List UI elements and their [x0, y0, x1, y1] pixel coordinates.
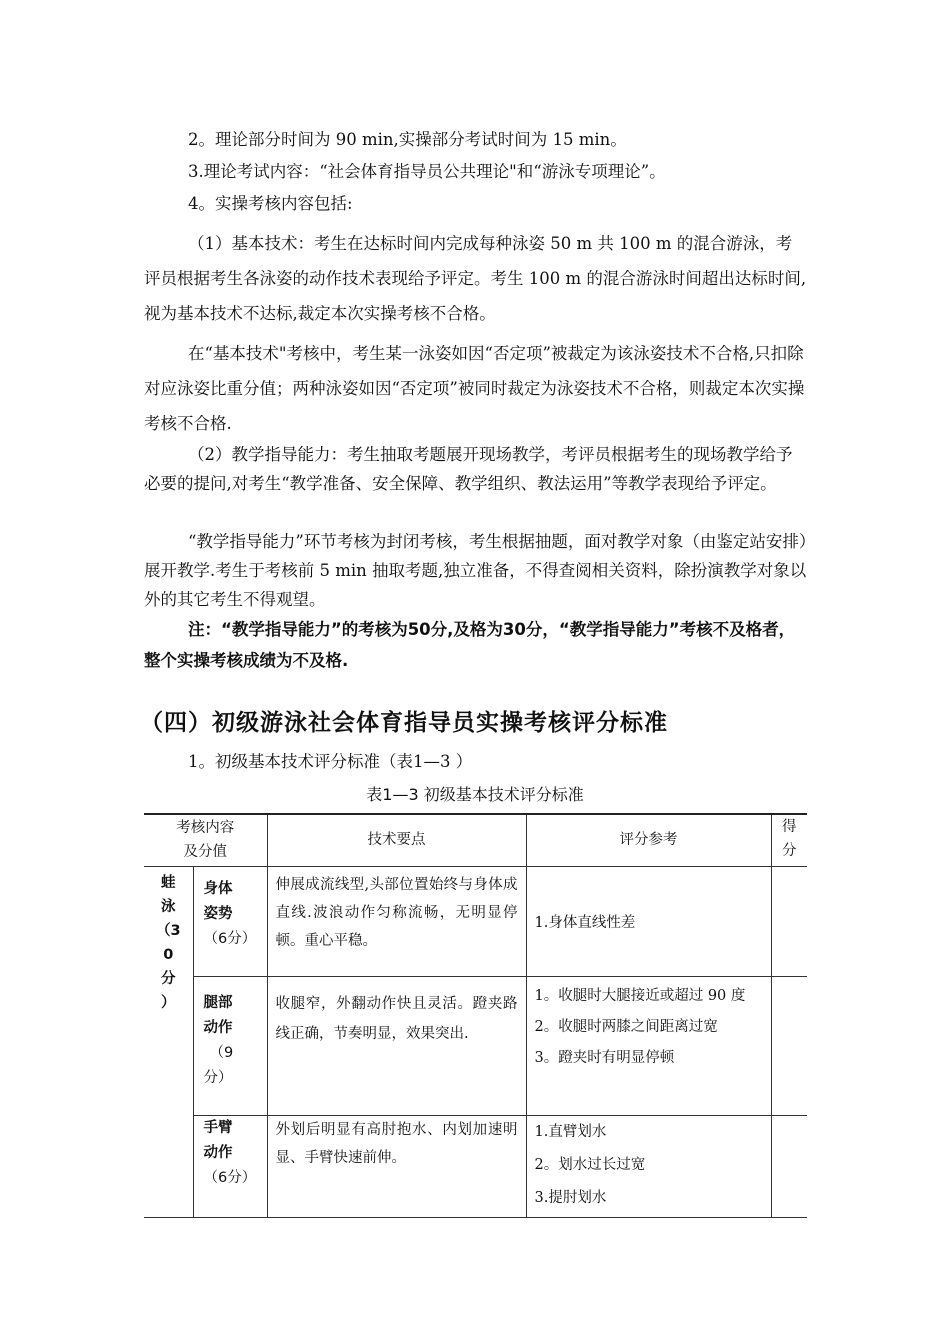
scoring-table: [144, 813, 807, 1218]
header-content-line1: 考核内容: [176, 820, 235, 837]
header-reference: 评分参考: [526, 814, 771, 866]
item-name-line1: 身体: [203, 880, 233, 897]
item-arm-action: [193, 1115, 267, 1217]
reference-arm-action: [526, 1115, 771, 1217]
table-row: [144, 1115, 807, 1217]
category-char: 蛙: [161, 874, 176, 891]
item-leg-action: [193, 976, 267, 1115]
section-heading: （四）初级游泳社会体育指导员实操考核评分标准: [140, 710, 668, 736]
paragraph-exam-time: 2。理论部分时间为 90 min,实操部分考试时间为 15 min。: [188, 130, 627, 149]
reference-item: 2。划水过长过宽: [534, 1156, 646, 1173]
paragraph-theory-content: 3.理论考试内容：“社会体育指导员公共理论"和“游泳专项理论”。: [188, 162, 666, 181]
paragraph-teaching-ability: （2）教学指导能力：考生抽取考题展开现场教学，考评员根据考生的现场教学给予必要的提问,对考生“教学准备、安全保障、教学组织、教法运用”等教学表现给予评定。: [144, 445, 793, 493]
header-content-score: [144, 814, 267, 866]
reference-item: 1.直臂划水: [534, 1123, 607, 1140]
header-content-line2: 及分值: [183, 844, 227, 861]
header-score: [771, 814, 807, 866]
item-name-line2: 动作: [203, 1019, 233, 1036]
item-points-line1: （9: [209, 1044, 234, 1061]
paragraph-practical-intro: 4。实操考核内容包括:: [188, 194, 353, 213]
reference-item: 1。收腿时大腿接近或超过 90 度: [534, 987, 746, 1004]
reference-item: 3.提肘划水: [534, 1189, 607, 1206]
table-header-row: [144, 814, 807, 866]
score-cell: [771, 866, 807, 976]
item-points-line2: 分）: [203, 1069, 233, 1086]
item-name-line1: 腿部: [203, 994, 233, 1011]
category-char: （3: [155, 922, 181, 939]
reference-item: 1.身体直线性差: [534, 915, 636, 931]
paragraph-note: 注：“教学指导能力”的考核为50分,及格为30分，“教学指导能力”考核不及格者，整个实操考核成绩为不及格.: [144, 620, 796, 670]
item-points: （6分）: [203, 930, 257, 947]
item-body-posture: [193, 866, 267, 976]
header-score-line2: 分: [782, 843, 797, 859]
category-char: 0: [163, 946, 174, 963]
paragraph-basic-technique: （1）基本技术：考生在达标时间内完成每种泳姿 50 m 共 100 m 的混合游泳，考评员根据考生各泳姿的动作技术表现给予评定。考生 100 m 的混合游泳时间超出达标时间,视为基本技术不达标,裁定本次实操考核不合格。: [144, 234, 807, 323]
paragraph-veto-rule: 在“基本技术"考核中，考生某一泳姿如因“否定项”被裁定为该泳姿技术不合格,只扣除对应泳姿比重分值；两种泳姿如因“否定项”被同时裁定为泳姿技术不合格，则裁定本次实操考核不合格.: [144, 344, 805, 433]
category-breaststroke: [144, 866, 193, 1217]
score-cell: [771, 976, 807, 1115]
reference-body-posture: [526, 866, 771, 976]
category-char: 泳: [161, 898, 176, 915]
technique-body-posture: 伸展成流线型,头部位置始终与身体成直线.波浪动作匀称流畅，无明显停顿。重心平稳。: [267, 866, 526, 976]
reference-item: 2。收腿时两膝之间距离过宽: [534, 1018, 718, 1035]
table-row: [144, 866, 807, 976]
score-cell: [771, 1115, 807, 1217]
section-subheading: 1。初级基本技术评分标准（表1—3 ）: [188, 752, 473, 771]
header-score-line1: 得: [782, 819, 797, 835]
reference-item: 3。蹬夹时有明显停顿: [534, 1049, 675, 1066]
technique-leg-action: 收腿窄，外翻动作快且灵活。蹬夹路线正确，节奏明显，效果突出.: [267, 976, 526, 1115]
header-technique: 技术要点: [267, 814, 526, 866]
technique-arm-action: 外划后明显有高肘抱水、内划加速明显、手臂快速前伸。: [267, 1115, 526, 1217]
item-points: （6分）: [203, 1169, 257, 1186]
item-name-line1: 手臂: [203, 1119, 233, 1136]
table-row: [144, 976, 807, 1115]
reference-leg-action: [526, 976, 771, 1115]
category-char: 分: [161, 970, 176, 987]
item-name-line2: 姿势: [203, 905, 233, 922]
item-name-line2: 动作: [203, 1144, 233, 1161]
category-char: ）: [161, 994, 176, 1011]
table-caption: 表1—3 初级基本技术评分标准: [366, 785, 584, 804]
paragraph-closed-assessment: “教学指导能力”环节考核为封闭考核，考生根据抽题，面对教学对象（由鉴定站安排）展开教学.考生于考核前 5 min 抽取考题,独立准备，不得查阅相关资料，除扮演教学对象以外的其它考生不得观望。: [144, 532, 808, 609]
